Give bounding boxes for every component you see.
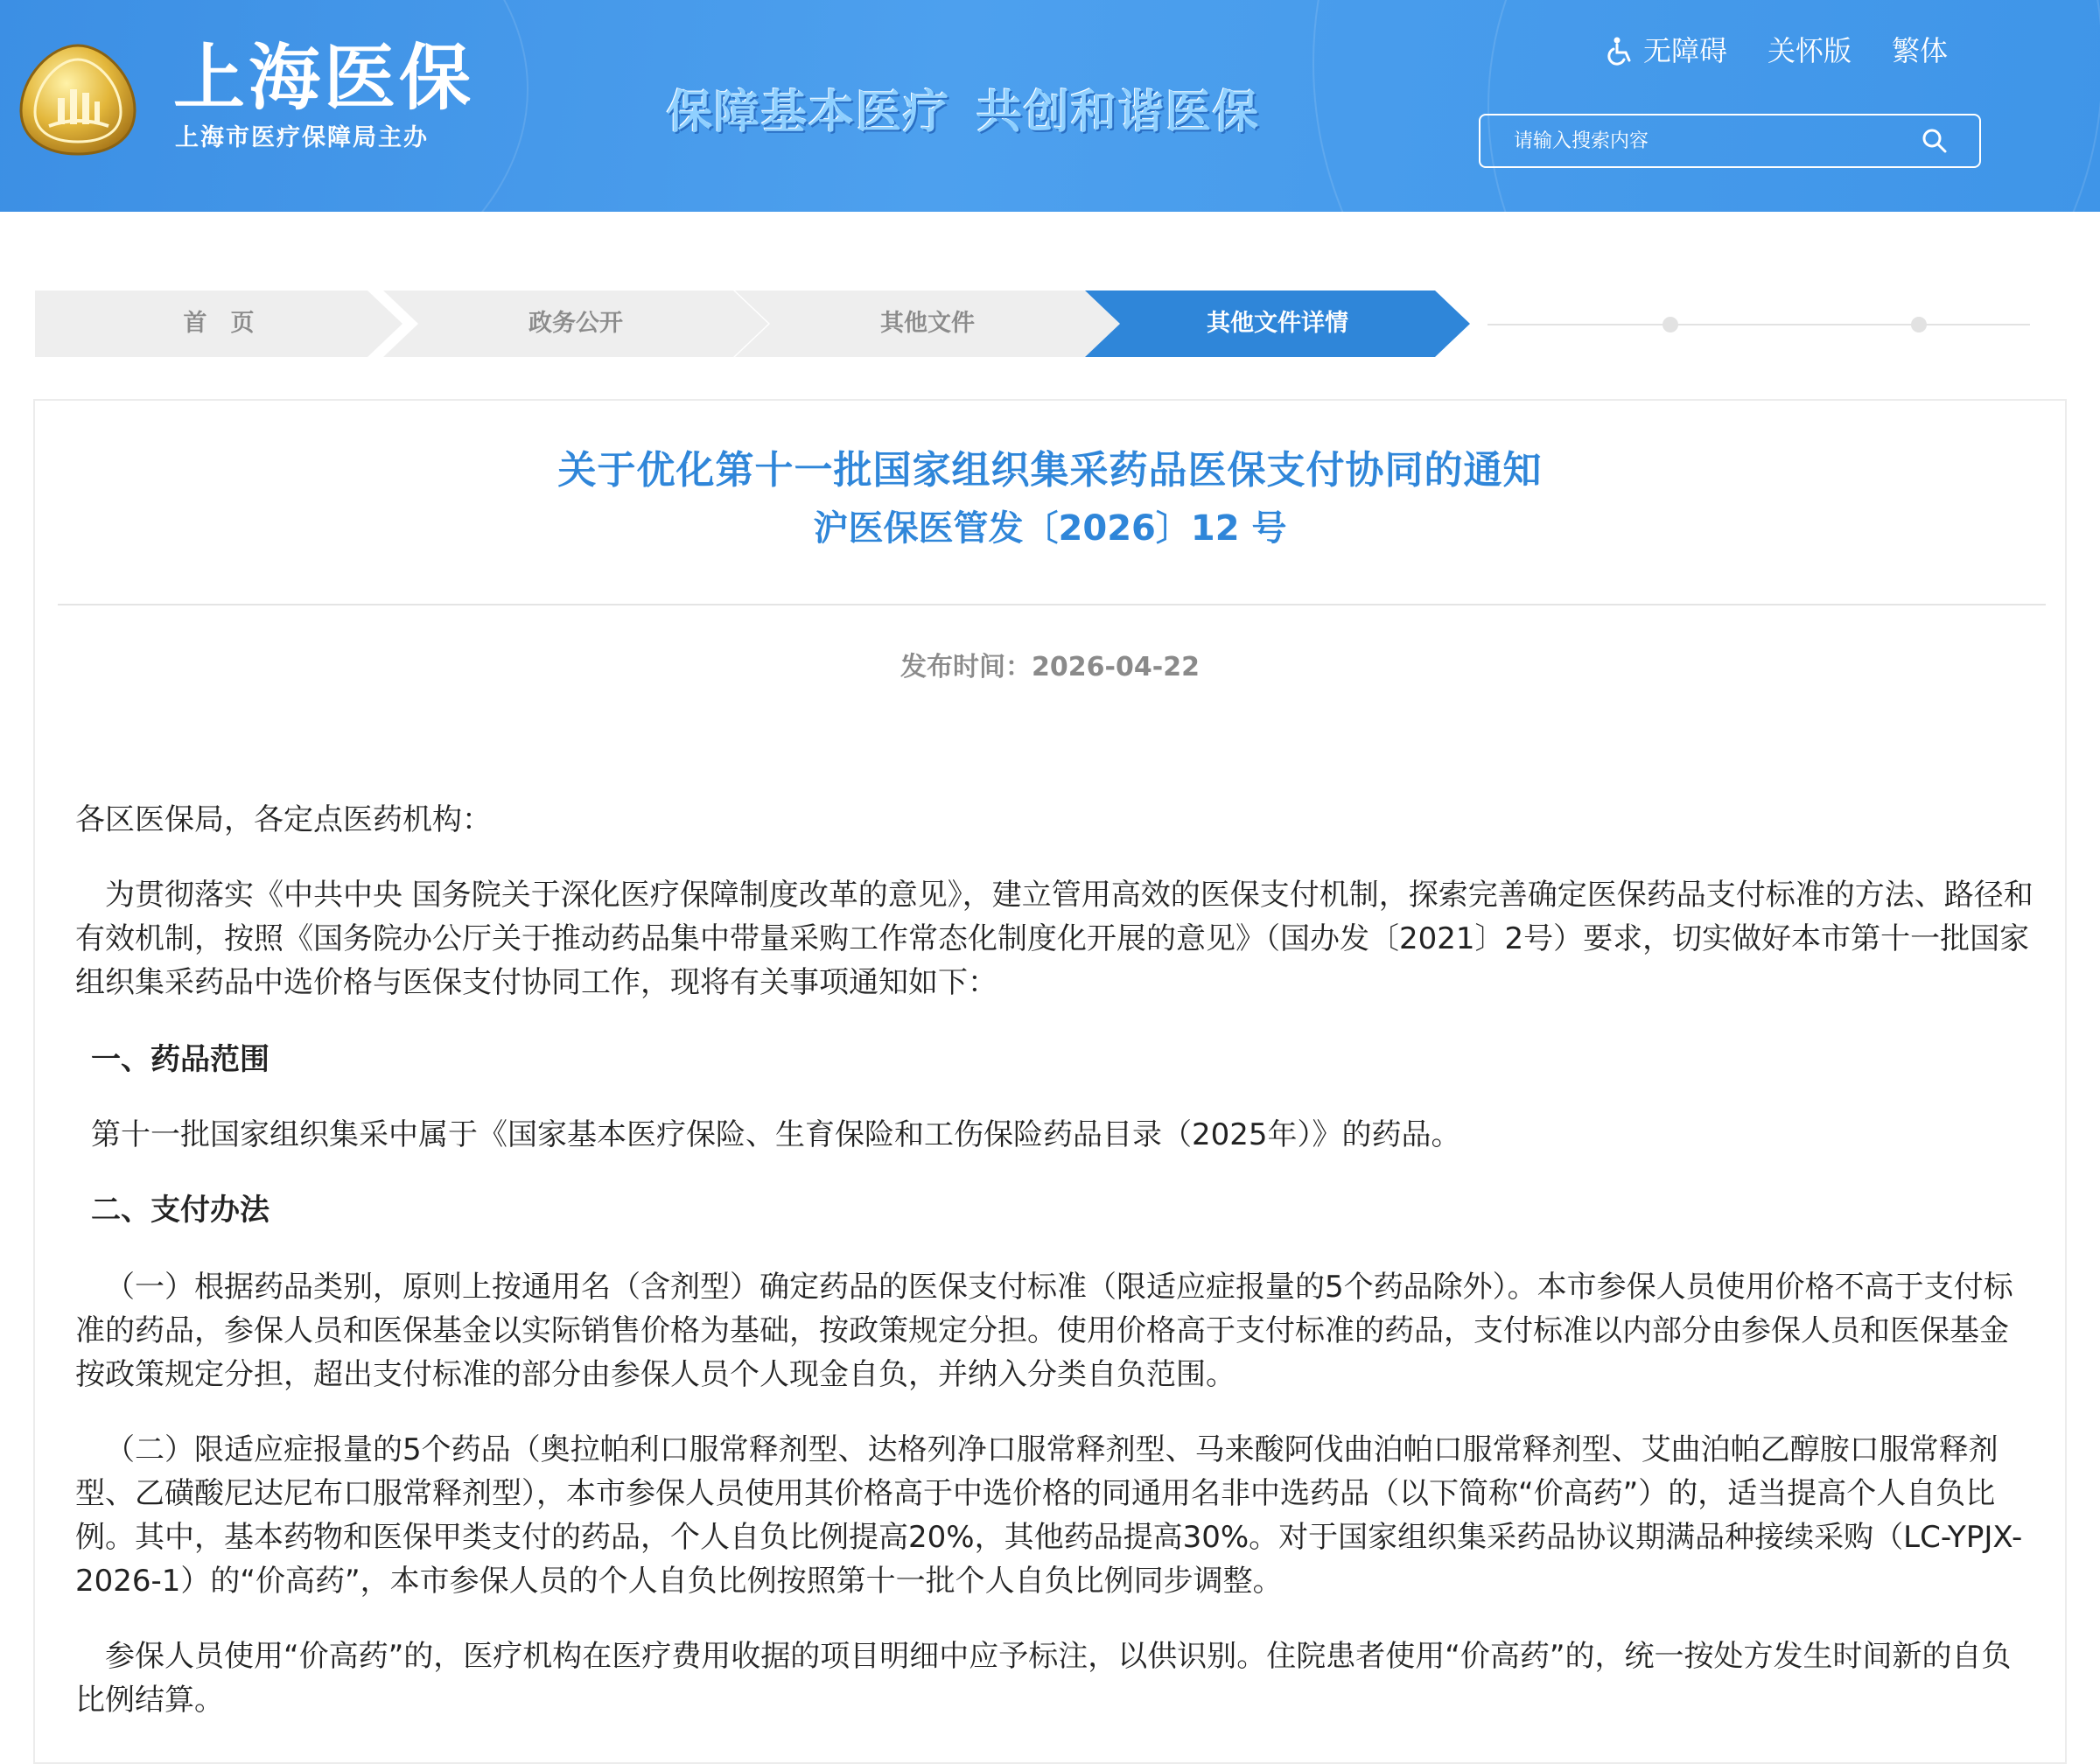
slogan-left: 保障基本医疗 [667,87,951,139]
search-box [1479,114,1981,168]
section-heading-scope: 一、药品范围 [91,1042,270,1077]
breadcrumb-track [1488,324,2030,326]
breadcrumb-label: 其他文件详情 [1207,310,1348,337]
payment-paragraph-3: 参保人员使用“价高药”的，医疗机构在医疗费用收据的项目明细中应予标注，以供识别。住院患者使用“价高药”的，统一按处方发生时间新的自负比例结算。 [75,1639,2012,1718]
intro-paragraph: 为贯彻落实《中共中央 国务院关于深化医疗保障制度改革的意见》，建立管用高效的医保支付机制，探索完善确定医保药品支付标准的方法、路径和有效机制，按照《国务院办公厅关于推动药品集中带量采购工作常态化制度化开展的意见》（国办发〔2021〕2号）要求，切实做好本市第十一批国家组织集采药品中选价格与医保支付协同工作，现将有关事项通知如下： [75,878,2034,1000]
title-divider [58,604,2046,606]
accessibility-label: 无障碍 [1643,34,1728,67]
accessibility-icon [1606,36,1636,66]
search-input[interactable] [1480,116,1922,166]
breadcrumb-dot [1911,317,1927,332]
breadcrumb-item-public-affairs[interactable] [383,290,768,357]
accessibility-link[interactable] [1606,32,1727,70]
breadcrumb-item-home[interactable] [35,290,402,357]
site-subtitle: 上海市医疗保障局主办 [175,124,429,151]
section-scope-text: 第十一批国家组织集采中属于《国家基本医疗保险、生育保险和工伤保险药品目录（2025年）》的药品。 [91,1117,1461,1152]
site-header [0,0,2100,212]
breadcrumb-label: 其他文件 [880,310,975,337]
payment-paragraph-1: （一）根据药品类别，原则上按通用名（含剂型）确定药品的医保支付标准（限适应症报量的5个药品除外）。本市参保人员使用价格不高于支付标准的药品，参保人员和医保基金以实际销售价格为基础，按政策规定分担。使用价格高于支付标准的药品，支付标准以内部分由参保人员和医保基金按政策规定分担，超出支付标准的部分由参保人员个人现金自负，并纳入分类自负范围。 [75,1270,2013,1392]
breadcrumb-dot [1662,317,1678,332]
article-title: 关于优化第十一批国家组织集采药品医保支付协同的通知 [557,448,1543,493]
breadcrumb-item-current[interactable] [1085,290,1470,357]
publish-time: 发布时间：2026-04-22 [900,652,1200,682]
search-icon[interactable] [1922,128,1948,154]
slogan-right: 共创和谐医保 [976,87,1261,139]
payment-paragraph-2: （二）限适应症报量的5个药品（奥拉帕利口服常释剂型、达格列净口服常释剂型、马来酸阿伐曲泊帕口服常释剂型、艾曲泊帕乙醇胺口服常释剂型、乙磺酸尼达尼布口服常释剂型），本市参保人员使用其价格高于中选价格的同通用名非中选药品（以下简称“价高药”）的，适当提高个人自负比例。其中，基本药物和医保甲类支付的药品，个人自负比例提高20%，其他药品提高30%。对于国家组织集采药品协议期满品种接续采购（LC-YPJX-2026-1）的“价高药”，本市参保人员的个人自负比例按照第十一批个人自负比例同步调整。 [75,1432,2023,1599]
breadcrumb [35,290,1522,357]
salutation: 各区医保局，各定点医药机构： [75,802,492,837]
care-mode-link[interactable]: 关怀版 [1768,34,1852,67]
traditional-chinese-link[interactable]: 繁体 [1892,34,1949,67]
breadcrumb-item-other-files[interactable] [735,290,1120,357]
logo-emblem[interactable] [18,42,138,158]
fade-overlay [1802,1689,2065,1745]
breadcrumb-label: 政务公开 [528,310,623,337]
breadcrumb-label: 首 页 [183,310,255,337]
site-name[interactable]: 上海医保 [173,37,475,120]
top-links [1606,32,1948,70]
section-heading-payment: 二、支付办法 [91,1193,270,1228]
document-number: 沪医保医管发〔2026〕12 号 [813,508,1287,549]
